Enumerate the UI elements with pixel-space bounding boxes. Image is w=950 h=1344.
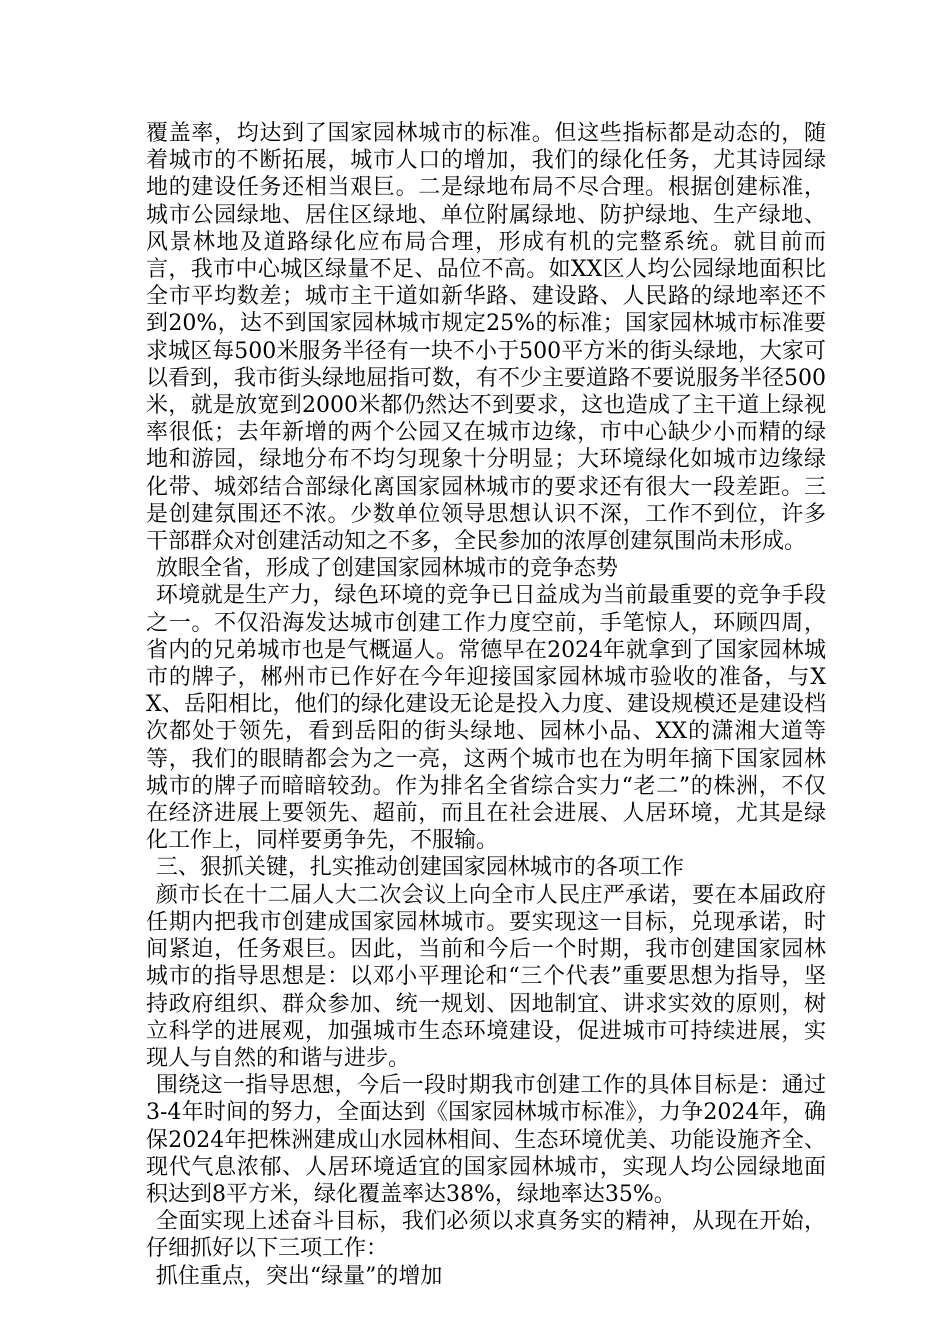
paragraph-1: 覆盖率，均达到了国家园林城市的标准。但这些指标都是动态的，随着城市的不断拓展，城市人口的增加，我们的绿化任务，尤其诗园绿地的建设任务还相当艰巨。二是绿地布局不尽合理。根据创建标准，城市公园绿地、居住区绿地、单位附属绿地、防护绿地、生产绿地、风景林地及道路绿化应布局合理，形成有机的完整系统。就目前而言，我市中心城区绿量不足、品位不高。如XX区人均公园绿地面积比全市平均数差；城市主干道如新华路、建设路、人民路的绿地率还不到20%，达不到国家园林城市规定25%的标准；国家园林城市标准要求城区每500米服务半径有一块不小于500平方米的街头绿地，大家可以看到，我市街头绿地屈指可数，有不少主要道路不要说服务半径500米，就是放宽到2000米都仍然达不到要求，这也造成了主干道上绿视率很低；去年新增的两个公园又在城市边缘，市中心缺少小而精的绿地和游园，绿地分布不均匀现象十分明显；大环境绿化如城市边缘绿化带、城郊结合部绿化离国家园林城市的要求还有很大一段差距。三是创建氛围还不浓。少数单位领导思想认识不深，工作不到位，许多干部群众对创建活动知之不多，全民参加的浓厚创建氛围尚未形成。: [146, 121, 826, 555]
paragraph-7: 全面实现上述奋斗目标，我们必须以求真务实的精神，从现在开始，仔细抓好以下三项工作：: [146, 1209, 826, 1262]
paragraph-4-heading: 三、狠抓关键，扎实推动创建国家园林城市的各项工作: [155, 855, 684, 881]
paragraph-8-heading: 抓住重点，突出“绿量”的增加: [155, 1263, 443, 1289]
paragraph-3: 环境就是生产力，绿色环境的竞争已日益成为当前最重要的竞争手段之一。不仅沿海发达城市创建工作力度空前，手笔惊人，环顾四周，省内的兄弟城市也是气概逼人。常德早在2024年就拿到了国家园林城市的牌子，郴州市已作好在今年迎接国家园林城市验收的准备，与XX、岳阳相比，他们的绿化建设无论是投入力度、建设规模还是建设档次都处于领先，看到岳阳的街头绿地、园林小品、XX的潇湘大道等等，我们的眼睛都会为之一亮，这两个城市也在为明年摘下国家园林城市的牌子而暗暗较劲。作为排名全省综合实力“老二”的株洲，不仅在经济进展上要领先、超前，而且在社会进展、人居环境，尤其是绿化工作上，同样要勇争先，不服输。: [146, 583, 826, 854]
document-body: [146, 120, 826, 1290]
paragraph-6: 围绕这一指导思想，今后一段时期我市创建工作的具体目标是：通过3-4年时间的努力，全面达到《国家园林城市标准》，力争2024年，确保2024年把株洲建成山水园林相间、生态环境优美、功能设施齐全、现代气息浓郁、人居环境适宜的国家园林城市，实现人均公园绿地面积达到8平方米，绿化覆盖率达38%，绿地率达35%。: [146, 1073, 826, 1207]
paragraph-2-heading: 放眼全省，形成了创建国家园林城市的竞争态势: [155, 556, 618, 582]
paragraph-5: 颜市长在十二届人大二次会议上向全市人民庄严承诺，要在本届政府任期内把我市创建成国家园林城市。要实现这一目标，兑现承诺，时间紧迫，任务艰巨。因此，当前和今后一个时期，我市创建国家园林城市的指导思想是：以邓小平理论和“三个代表”重要思想为指导，坚持政府组织、群众参加、统一规划、因地制宜、讲求实效的原则，树立科学的进展观，加强城市生态环境建设，促进城市可持续进展，实现人与自然的和谐与进步。: [146, 882, 826, 1071]
